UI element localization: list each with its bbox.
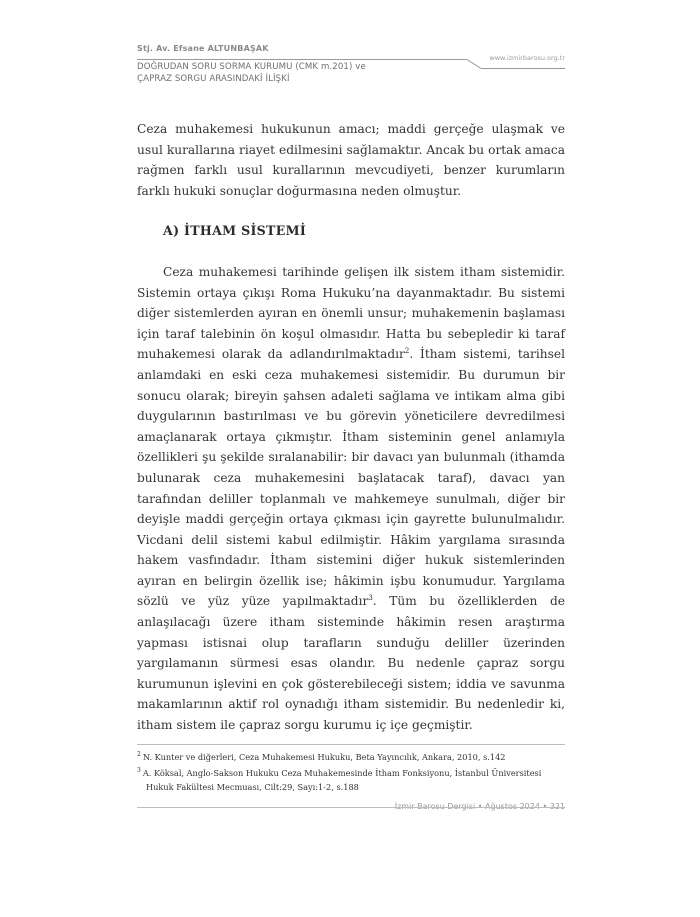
- article-title-line-2: ÇAPRAZ SORGU ARASINDAKİ İLİŞKİ: [137, 73, 290, 84]
- header-rule-step: [467, 59, 481, 69]
- paragraph-text-2: . İtham sistemi, tarihsel anlamdaki en eski ceza muhakemesi sistemidir. Bu durumun bir sonucu olarak; bireyin şahsen adaleti sağlama ve intikam alma gibi duygularının bastırılması ve bu görevin yöneticilere devredilmesi amaçlanarak ortaya çıkmıştır. İtham sisteminin genel anlamıyla özellikleri şu şekilde sıralanabilir: bir davacı yan bulunmalı (ithamda bulunarak ceza muhakemesini başlatacak taraf), davacı yan tarafından deliller toplanmalı ve mahkemeye sunulmalı, diğer bir deyişle maddi gerçeğin ortaya çıkması için gayrette bulunulmalıdır. Vicdani delil sistemi kabul edilmiştir. Hâkim yargılama sırasında hakem vasfındadır. İtham sistemini diğer hukuk sistemlerinden ayıran en belirgin özellik ise; hâkimin işbu konumudur. Yargılama sözlü ve yüz yüze yapılmaktadır: [137, 347, 565, 609]
- footer-rule: [137, 807, 565, 808]
- paragraph-text-1: Ceza muhakemesi tarihinde gelişen ilk sistem itham sistemidir. Sistemin ortaya çıkışı Roma Hukuku’na dayanmaktadır. Bu sistemi diğer sistemlerden ayıran en önemli unsur; muhakemenin başlaması için taraf talebinin ön koşul olmasıdır. Hatta bu sebepledir ki taraf muhakemesi olarak da adlandırılmaktadır: [137, 264, 565, 362]
- author-name: Stj. Av. Efsane ALTUNBAŞAK: [137, 44, 269, 53]
- footnote-divider: [137, 744, 565, 745]
- footnote-ref-2[interactable]: 2: [404, 347, 410, 356]
- section-heading: A) İTHAM SİSTEMİ: [163, 223, 307, 239]
- paragraph-text-3: . Tüm bu özelliklerden de anlaşılacağı üzere itham sisteminde hâkimin resen araştırma yapması istisnai olup tarafların sunduğu deliller üzerinden yargılamanın sürmesi esas olandır. Bu nedenle çapraz sorgu kurumunun işlevini en çok gösterebileceği sistem; iddia ve savunma makamlarının aktif rol oynadığı itham sistemidir. Bu nedenledir ki, itham sistem ile çapraz sorgu kurumu iç içe geçmiştir.: [137, 594, 565, 733]
- intro-paragraph: Ceza muhakemesi hukukunun amacı; maddi gerçeğe ulaşmak ve usul kurallarına riayet edilmesini sağlamaktır. Ancak bu ortak amaca rağmen farklı usul kurallarının mevcudiyeti, benzer kurumların farklı hukuki sonuçlar doğurmasına neden olmuştur.: [137, 122, 565, 198]
- footnote-text: N. Kunter ve diğerleri, Ceza Muhakemesi Hukuku, Beta Yayıncılık, Ankara, 2010, s.142: [142, 752, 506, 762]
- footnote-item: [137, 750, 565, 764]
- footnotes: [137, 750, 565, 796]
- footnote-number: 2: [137, 751, 141, 759]
- article-body: [137, 119, 565, 736]
- footnote-ref-3[interactable]: 3: [368, 594, 373, 603]
- footnote-text: A. Köksal, Anglo-Sakson Hukuku Ceza Muhakemesinde İtham Fonksiyonu, İstanbul Üniversitesi Hukuk Fakültesi Mecmuası, Cilt:29, Sayı:1-2, s.188: [142, 768, 542, 792]
- footnote-number: 3: [137, 767, 141, 775]
- page-footer: İzmir Barosu Dergisi • Ağustos 2024 • 321: [394, 802, 565, 811]
- main-paragraph: [137, 262, 565, 736]
- header-rule-right: [481, 68, 565, 69]
- header-rule: [137, 59, 467, 60]
- article-title: [137, 62, 366, 85]
- website-link[interactable]: www.izmirbarosu.org.tr: [489, 54, 565, 62]
- footnote-item: [137, 766, 565, 794]
- article-title-line-1: DOĞRUDAN SORU SORMA KURUMU (CMK m.201) ve: [137, 62, 366, 72]
